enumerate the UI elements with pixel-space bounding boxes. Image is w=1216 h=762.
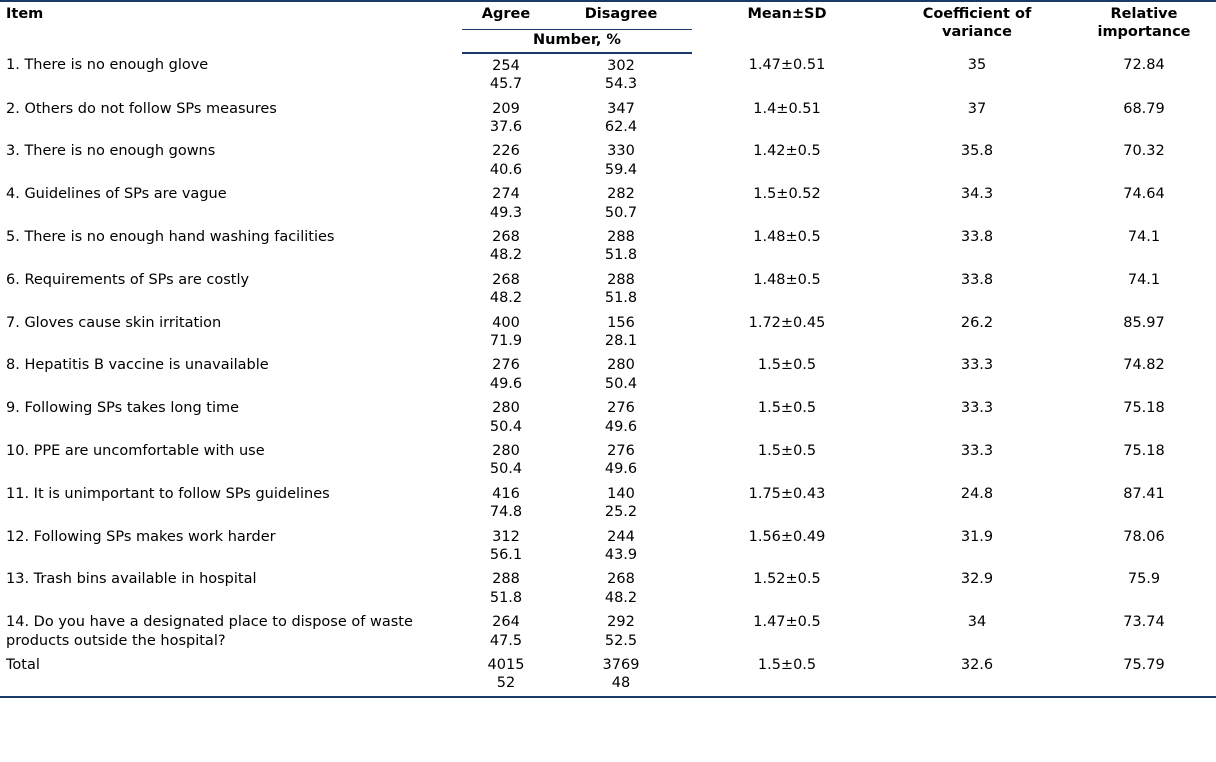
cell-item: 1. There is no enough glove [6, 56, 209, 73]
cell-disagree [550, 610, 692, 653]
cell-relative-importance: 72.84 [1123, 56, 1165, 73]
cell-item: Total [6, 657, 40, 674]
cell-agree-percent: 45.7 [489, 76, 523, 93]
cell-mean-sd: 1.52±0.5 [753, 571, 821, 588]
cell-agree [462, 396, 550, 439]
cell-disagree-count: 288 [607, 271, 635, 288]
table-row [0, 311, 1216, 354]
table-row [0, 139, 1216, 182]
table-bottom-rule [0, 696, 1216, 698]
cell-relative-importance: 75.18 [1123, 400, 1165, 417]
table-row [0, 268, 1216, 311]
table-header [0, 1, 1216, 53]
cell-disagree-count: 330 [607, 143, 635, 160]
cell-mean-sd: 1.48±0.5 [753, 228, 821, 245]
cell-relative-importance: 68.79 [1123, 100, 1165, 117]
cell-item: 8. Hepatitis B vaccine is unavailable [6, 357, 269, 374]
cell-coefficient-of-variance: 24.8 [960, 485, 994, 502]
cell-coefficient-of-variance: 37 [967, 100, 987, 117]
cell-agree [462, 139, 550, 182]
cell-disagree-percent: 49.6 [604, 461, 638, 478]
cell-coefficient-of-variance: 34.3 [960, 186, 994, 203]
cell-disagree-percent: 28.1 [604, 332, 638, 349]
cell-item: 10. PPE are uncomfortable with use [6, 443, 265, 459]
table-row [0, 225, 1216, 268]
cell-agree-count: 254 [492, 57, 520, 74]
cell-mean-sd: 1.72±0.45 [748, 314, 826, 331]
cell-agree-count: 276 [492, 357, 520, 374]
cell-agree-count: 268 [492, 271, 520, 288]
cell-disagree-percent: 52.5 [604, 632, 638, 649]
cell-disagree [550, 567, 692, 610]
cell-agree [462, 525, 550, 568]
cell-disagree-percent: 25.2 [604, 504, 638, 521]
cell-coefficient-of-variance: 35 [967, 56, 987, 73]
cell-disagree-percent: 51.8 [604, 290, 638, 307]
column-header-mean-sd: Mean±SD [692, 1, 882, 53]
cell-disagree-percent: 62.4 [604, 118, 638, 135]
column-header-relative-importance: Relative importance [1072, 1, 1216, 53]
cell-relative-importance: 74.82 [1123, 357, 1165, 374]
cell-agree-count: 280 [492, 400, 520, 417]
cell-disagree [550, 653, 692, 696]
table-row [0, 396, 1216, 439]
cell-disagree [550, 139, 692, 182]
cell-agree-count: 274 [492, 186, 520, 203]
cell-agree-percent: 52 [496, 675, 516, 692]
cell-agree-count: 209 [492, 100, 520, 117]
cell-agree-percent: 49.3 [489, 204, 523, 221]
cell-agree-percent: 49.6 [489, 375, 523, 392]
cell-mean-sd: 1.48±0.5 [753, 271, 821, 288]
cell-mean-sd: 1.5±0.5 [757, 357, 817, 374]
cell-mean-sd: 1.75±0.43 [748, 485, 826, 502]
cell-agree-percent: 48.2 [489, 247, 523, 264]
cell-disagree-count: 140 [607, 485, 635, 502]
cell-coefficient-of-variance: 32.6 [960, 657, 994, 674]
cell-agree-percent: 47.5 [489, 632, 523, 649]
table-row [0, 97, 1216, 140]
cell-mean-sd: 1.4±0.51 [753, 100, 821, 117]
cell-item: 9. Following SPs takes long time [6, 400, 240, 417]
cell-disagree [550, 53, 692, 97]
cell-agree [462, 567, 550, 610]
cell-disagree-count: 3769 [602, 657, 640, 674]
cell-agree-percent: 50.4 [489, 418, 523, 435]
cell-agree-count: 288 [492, 571, 520, 588]
cell-coefficient-of-variance: 31.9 [960, 528, 994, 545]
cell-agree [462, 610, 550, 653]
cell-disagree [550, 182, 692, 225]
cell-agree [462, 182, 550, 225]
cell-agree-count: 264 [492, 614, 520, 631]
table-row [0, 353, 1216, 396]
cell-disagree-percent: 50.4 [604, 375, 638, 392]
cell-disagree-count: 280 [607, 357, 635, 374]
cell-relative-importance: 78.06 [1123, 528, 1165, 545]
cell-coefficient-of-variance: 33.8 [960, 228, 994, 245]
cell-mean-sd: 1.5±0.5 [757, 400, 817, 417]
cell-disagree [550, 311, 692, 354]
cell-disagree-count: 276 [607, 400, 635, 417]
table-row [0, 525, 1216, 568]
cell-agree-count: 226 [492, 143, 520, 160]
cell-agree-count: 268 [492, 228, 520, 245]
cell-mean-sd: 1.5±0.5 [757, 443, 817, 459]
cell-disagree-percent: 50.7 [604, 204, 638, 221]
cell-mean-sd: 1.56±0.49 [748, 528, 826, 545]
cell-disagree-percent: 54.3 [604, 76, 638, 93]
cell-item: 6. Requirements of SPs are costly [6, 271, 250, 288]
cell-coefficient-of-variance: 35.8 [960, 143, 994, 160]
cell-agree [462, 353, 550, 396]
column-header-disagree: Disagree [550, 1, 692, 29]
cell-agree [462, 225, 550, 268]
cell-mean-sd: 1.5±0.52 [753, 186, 821, 203]
cell-agree-percent: 71.9 [489, 332, 523, 349]
cell-item: 3. There is no enough gowns [6, 143, 216, 160]
cell-agree-percent: 48.2 [489, 290, 523, 307]
table-row [0, 53, 1216, 97]
cell-coefficient-of-variance: 32.9 [960, 571, 994, 588]
cell-disagree-percent: 43.9 [604, 547, 638, 564]
cell-relative-importance: 74.1 [1127, 271, 1161, 288]
cell-agree-count: 4015 [487, 657, 525, 674]
cell-item: 2. Others do not follow SPs measures [6, 100, 277, 117]
cell-item: 13. Trash bins available in hospital [6, 571, 257, 588]
cell-relative-importance: 87.41 [1123, 485, 1165, 502]
cell-agree [462, 439, 550, 482]
cell-agree [462, 653, 550, 696]
cell-agree-percent: 56.1 [489, 547, 523, 564]
cell-agree [462, 53, 550, 97]
cell-agree [462, 97, 550, 140]
cell-relative-importance: 75.79 [1123, 657, 1165, 674]
cell-disagree-percent: 59.4 [604, 161, 638, 178]
table-row [0, 653, 1216, 696]
cell-mean-sd: 1.47±0.51 [748, 56, 826, 73]
cell-item: 11. It is unimportant to follow SPs guidelines [6, 485, 330, 502]
cell-relative-importance: 85.97 [1123, 314, 1165, 331]
cell-coefficient-of-variance: 33.3 [960, 400, 994, 417]
cell-disagree-count: 268 [607, 571, 635, 588]
cell-disagree-percent: 48.2 [604, 589, 638, 606]
cell-agree-count: 416 [492, 485, 520, 502]
cell-coefficient-of-variance: 26.2 [960, 314, 994, 331]
cell-relative-importance: 74.1 [1127, 228, 1161, 245]
column-header-item: Item [0, 1, 462, 53]
cell-disagree-count: 276 [607, 443, 635, 459]
table-row [0, 567, 1216, 610]
cell-disagree-count: 302 [607, 57, 635, 74]
cell-disagree-count: 347 [607, 100, 635, 117]
table-body [0, 53, 1216, 696]
column-header-agree: Agree [462, 1, 550, 29]
cell-agree [462, 311, 550, 354]
cell-disagree-count: 288 [607, 228, 635, 245]
cell-disagree-percent: 48 [611, 675, 631, 692]
cell-agree [462, 268, 550, 311]
cell-disagree-count: 282 [607, 186, 635, 203]
cell-item: 14. Do you have a designated place to dispose of waste products outside the hospital? [6, 614, 413, 649]
table-row [0, 482, 1216, 525]
cell-item: 5. There is no enough hand washing facilities [6, 228, 335, 245]
cell-disagree [550, 225, 692, 268]
cell-mean-sd: 1.47±0.5 [753, 614, 821, 631]
cell-agree-percent: 51.8 [489, 589, 523, 606]
cell-coefficient-of-variance: 33.3 [960, 357, 994, 374]
table-row [0, 439, 1216, 482]
cell-disagree [550, 396, 692, 439]
cell-mean-sd: 1.5±0.5 [757, 657, 817, 674]
cell-agree-percent: 40.6 [489, 161, 523, 178]
cell-disagree [550, 268, 692, 311]
cell-relative-importance: 75.9 [1127, 571, 1161, 588]
cell-relative-importance: 74.64 [1123, 186, 1165, 203]
column-header-coefficient-of-variance: Coefficient of variance [882, 1, 1072, 53]
table-row [0, 182, 1216, 225]
cell-coefficient-of-variance: 33.8 [960, 271, 994, 288]
cell-disagree-count: 292 [607, 614, 635, 631]
header-row [0, 1, 1216, 29]
cell-coefficient-of-variance: 33.3 [960, 443, 994, 459]
cell-agree-count: 312 [492, 528, 520, 545]
cell-relative-importance: 73.74 [1123, 614, 1165, 631]
cell-relative-importance: 70.32 [1123, 143, 1165, 160]
cell-disagree [550, 525, 692, 568]
subheader-number-percent: Number, % [462, 29, 692, 53]
cell-disagree [550, 439, 692, 482]
cell-mean-sd: 1.42±0.5 [753, 143, 821, 160]
cell-disagree [550, 353, 692, 396]
cell-agree-percent: 74.8 [489, 504, 523, 521]
cell-disagree [550, 97, 692, 140]
cell-item: 4. Guidelines of SPs are vague [6, 186, 227, 203]
cell-coefficient-of-variance: 34 [967, 614, 987, 631]
cell-agree-count: 400 [492, 314, 520, 331]
cell-relative-importance: 75.18 [1123, 443, 1165, 459]
table-row [0, 610, 1216, 653]
cell-disagree [550, 482, 692, 525]
cell-agree-count: 280 [492, 443, 520, 459]
cell-agree-percent: 37.6 [489, 118, 523, 135]
cell-agree [462, 482, 550, 525]
cell-disagree-count: 244 [607, 528, 635, 545]
cell-item: 12. Following SPs makes work harder [6, 528, 276, 545]
cell-disagree-percent: 51.8 [604, 247, 638, 264]
cell-agree-percent: 50.4 [489, 461, 523, 478]
cell-disagree-count: 156 [607, 314, 635, 331]
cell-item: 7. Gloves cause skin irritation [6, 314, 222, 331]
cell-disagree-percent: 49.6 [604, 418, 638, 435]
